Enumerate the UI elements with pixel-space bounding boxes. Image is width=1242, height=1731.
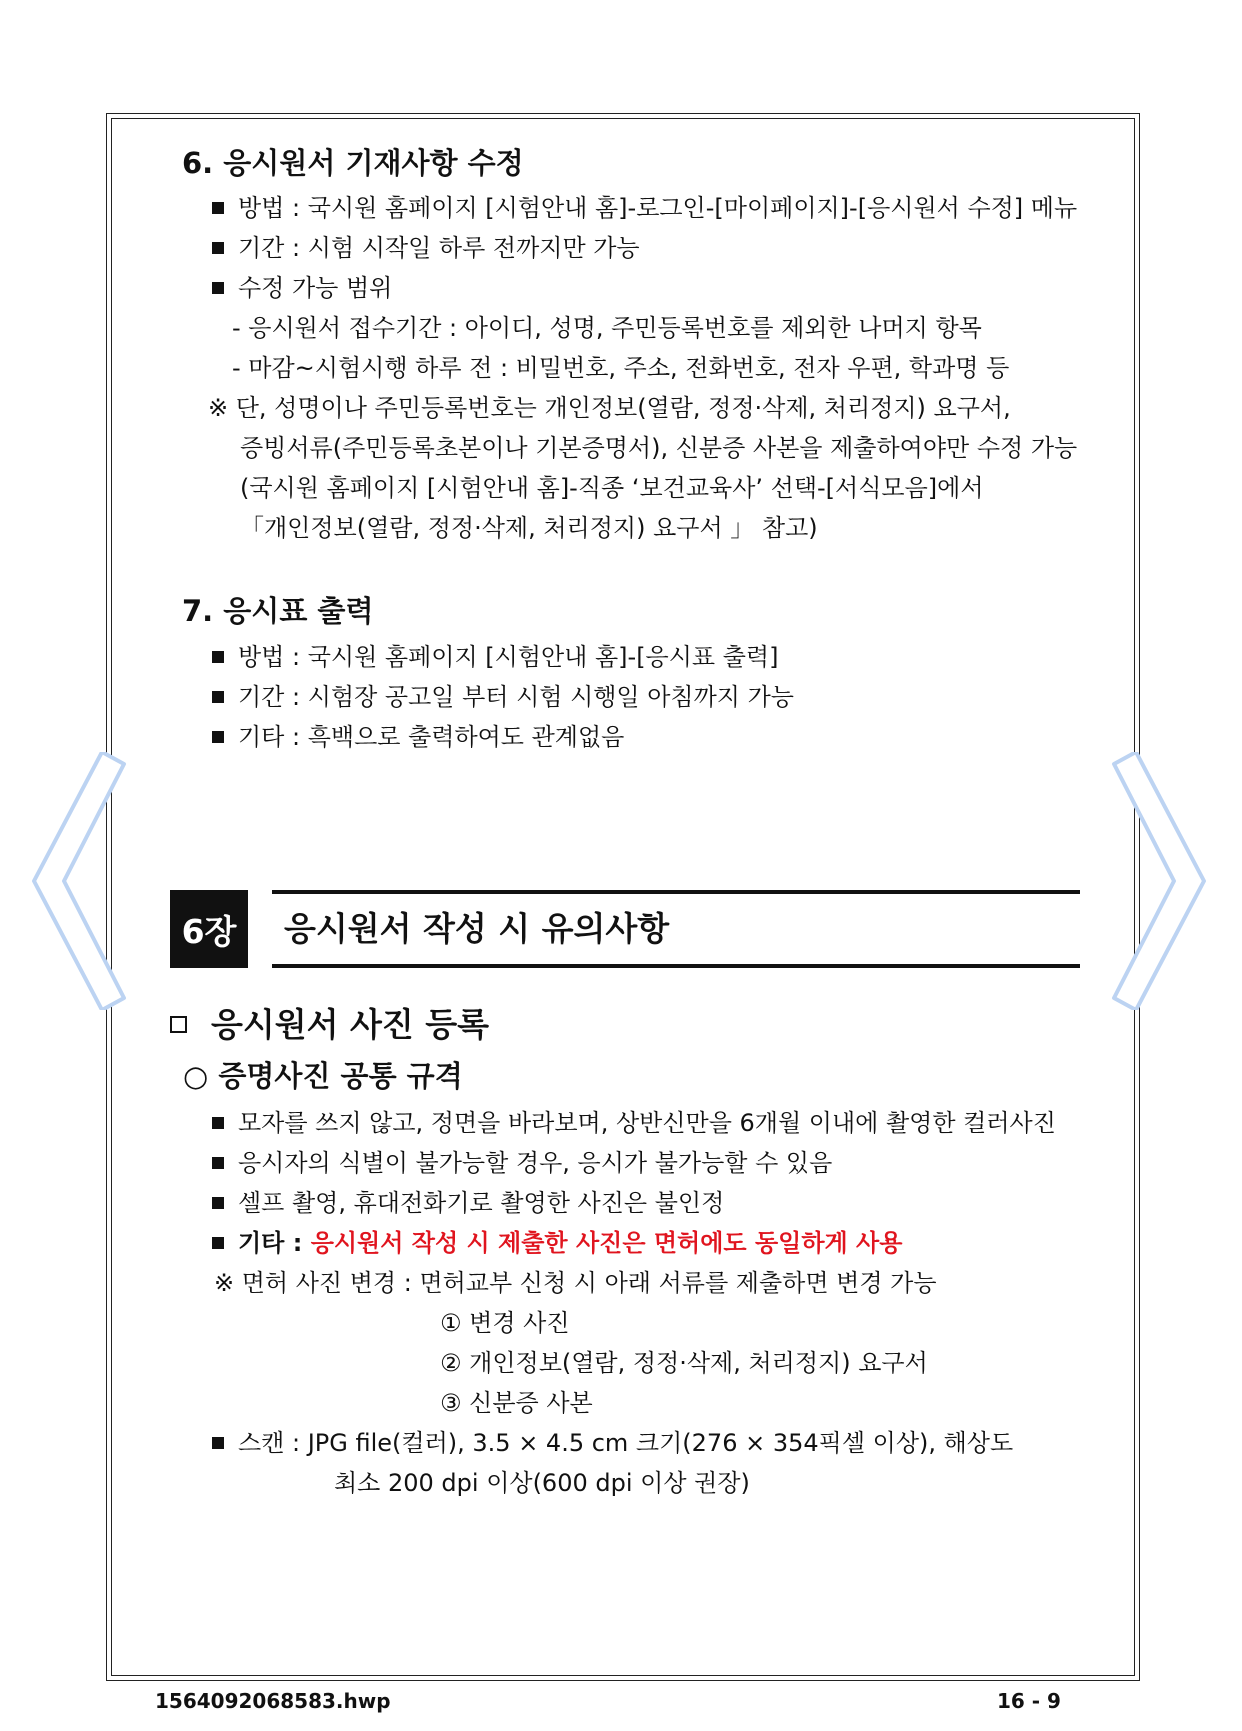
- sec7-period: 기간 : 시험장 공고일 부터 시험 시행일 아침까지 가능: [212, 682, 794, 712]
- bullet-icon: [212, 282, 224, 294]
- photo-scan-spec-line2: 최소 200 dpi 이상(600 dpi 이상 권장): [334, 1469, 750, 1497]
- bullet-icon: [212, 242, 224, 254]
- sec7-method: 방법 : 국시원 홈페이지 [시험안내 홈]-[응시표 출력]: [212, 642, 778, 672]
- bullet-icon: [212, 691, 224, 703]
- chapter-title: 응시원서 작성 시 유의사항: [284, 909, 670, 948]
- photo-warning-text: 응시원서 작성 시 제출한 사진은 면허에도 동일하게 사용: [310, 1229, 903, 1257]
- sec6-note-line4: 「개인정보(열람, 정정·삭제, 처리정지) 요구서 」 참고): [240, 514, 818, 542]
- photo-bullet-2: 응시자의 식별이 불가능할 경우, 응시가 불가능할 수 있음: [212, 1148, 832, 1178]
- chevron-right-icon: [1108, 752, 1208, 1010]
- footer-filename: 1564092068583.hwp: [155, 1689, 391, 1713]
- bullet-icon: [212, 202, 224, 214]
- sec6-scope: 수정 가능 범위: [212, 273, 392, 303]
- sec6-scope-b: - 마감~시험시행 하루 전 : 비밀번호, 주소, 전화번호, 전자 우편, 학과명 등: [232, 354, 1010, 382]
- sec6-period: 기간 : 시험 시작일 하루 전까지만 가능: [212, 233, 640, 263]
- sec6-note-line3: (국시원 홈페이지 [시험안내 홈]-직종 ‘보건교육사’ 선택-[서식모음]에서: [240, 474, 984, 502]
- bullet-icon: [212, 1157, 224, 1169]
- chapter-label: 6장: [170, 890, 248, 968]
- chapter-rule-top: [272, 890, 1080, 894]
- section-7-heading: 7. 응시표 출력: [182, 594, 374, 628]
- sec6-scope-a: - 응시원서 접수기간 : 아이디, 성명, 주민등록번호를 제외한 나머지 항목: [232, 314, 982, 342]
- sec6-note-line2: 증빙서류(주민등록초본이나 기본증명서), 신분증 사본을 제출하여야만 수정 가능: [240, 434, 1078, 462]
- photo-heading: 응시원서 사진 등록: [170, 1005, 489, 1045]
- prev-page-button[interactable]: [30, 752, 130, 1010]
- footer-page-number: 16 - 9: [997, 1689, 1061, 1713]
- bullet-icon: [212, 1197, 224, 1209]
- chevron-left-icon: [30, 752, 130, 1010]
- sec6-note-line1: ※ 단, 성명이나 주민등록번호는 개인정보(열람, 정정·삭제, 처리정지) 요구서,: [208, 394, 1011, 422]
- sec6-method: 방법 : 국시원 홈페이지 [시험안내 홈]-로그인-[마이페이지]-[응시원서 수정] 메뉴: [212, 193, 1077, 223]
- sec7-etc: 기타 : 흑백으로 출력하여도 관계없음: [212, 722, 624, 752]
- chapter-rule-bottom: [272, 964, 1080, 968]
- photo-bullet-4: 기타 : 응시원서 작성 시 제출한 사진은 면허에도 동일하게 사용: [212, 1228, 902, 1258]
- photo-scan-spec: 스캔 : JPG file(컬러), 3.5 × 4.5 cm 크기(276 × 354픽셀 이상), 해상도: [212, 1428, 1013, 1458]
- photo-change-item-3: ③ 신분증 사본: [440, 1389, 593, 1417]
- photo-bullet-3: 셀프 촬영, 휴대전화기로 촬영한 사진은 불인정: [212, 1188, 724, 1218]
- photo-subheading: ○ 증명사진 공통 규격: [183, 1059, 463, 1093]
- next-page-button[interactable]: [1108, 752, 1208, 1010]
- bullet-icon: [212, 1237, 224, 1249]
- photo-change-item-1: ① 변경 사진: [440, 1309, 570, 1337]
- bullet-icon: [212, 651, 224, 663]
- bullet-icon: [212, 731, 224, 743]
- bullet-icon: [212, 1437, 224, 1449]
- photo-change-item-2: ② 개인정보(열람, 정정·삭제, 처리정지) 요구서: [440, 1349, 928, 1377]
- photo-bullet-1: 모자를 쓰지 않고, 정면을 바라보며, 상반신만을 6개월 이내에 촬영한 컬러사진: [212, 1108, 1056, 1138]
- photo-change-note: ※ 면허 사진 변경 : 면허교부 신청 시 아래 서류를 제출하면 변경 가능: [214, 1269, 937, 1297]
- section-6-heading: 6. 응시원서 기재사항 수정: [182, 146, 524, 180]
- square-bullet-icon: [170, 1016, 187, 1033]
- bullet-icon: [212, 1117, 224, 1129]
